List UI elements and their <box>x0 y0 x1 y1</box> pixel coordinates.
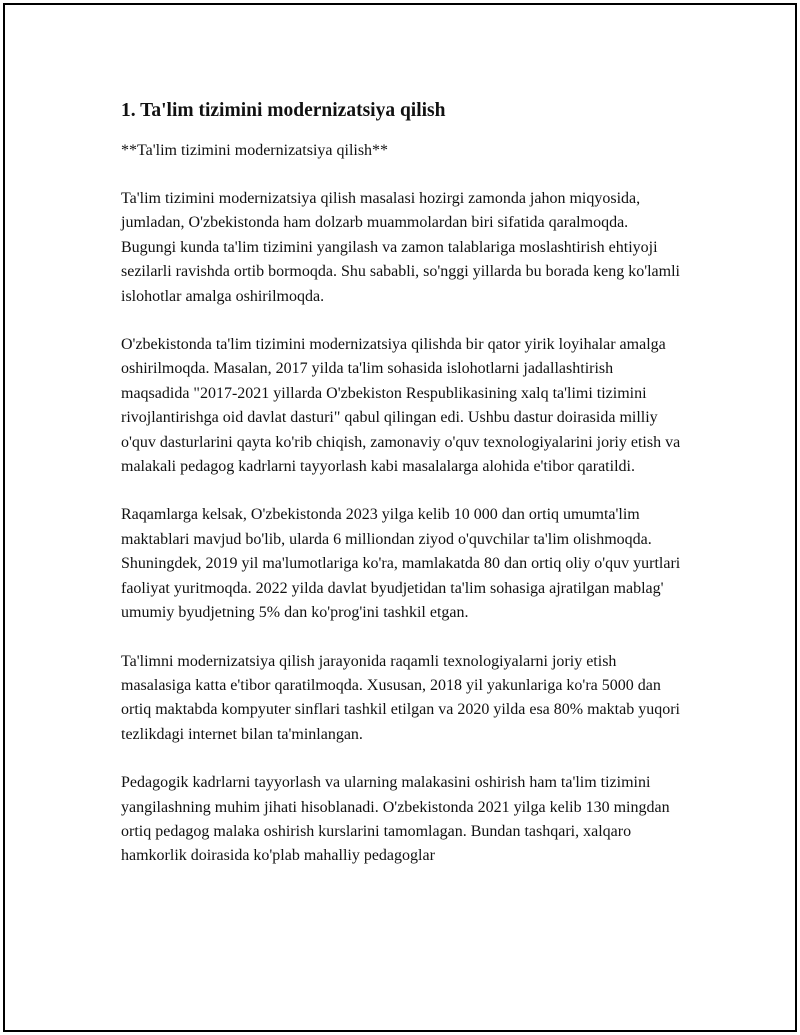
paragraph-1: Ta'lim tizimini modernizatsiya qilish masalasi hozirgi zamonda jahon miqyosida, jumladan, O'zbekistonda ham dolzarb muammolardan biri sifatida qaralmoqda. Bugungi kunda ta'lim tizimini yangilash va zamon talablariga moslashtirish ehtiyoji sezilarli ravishda ortib bormoqda. Shu sababli, so'nggi yillarda bu borada keng ko'lamli islohotlar amalga oshirilmoqda. <box>121 190 680 305</box>
section-subtitle: **Ta'lim tizimini modernizatsiya qilish** <box>121 142 389 159</box>
paragraph-3: Raqamlarga kelsak, O'zbekistonda 2023 yilga kelib 10 000 dan ortiq umumta'lim maktablari mavjud bo'lib, ularda 6 milliondan ziyod o'quvchilar ta'lim olishmoqda. Shuningdek, 2019 yil ma'lumotlariga ko'ra, mamlakatda 80 dan ortiq oliy o'quv yurtlari faoliyat yuritmoqda. 2022 yilda davlat byudjetidan ta'lim sohasiga ajratilgan mablag' umumiy byudjetning 5% dan ko'prog'ini tashkil etgan. <box>121 506 681 622</box>
section-heading: 1. Ta'lim tizimini modernizatsiya qilish <box>121 100 446 121</box>
paragraph-5: Pedagogik kadrlarni tayyorlash va ularning malakasini oshirish ham ta'lim tizimini yangilashning muhim jihati hisoblanadi. O'zbekistonda 2021 yilga kelib 130 mingdan ortiq pedagog malaka oshirish kurslarini tamomlagan. Bundan tashqari, xalqaro hamkorlik doirasida ko'plab mahalliy pedagoglar <box>121 774 670 865</box>
document-content <box>121 97 681 893</box>
paragraph-4: Ta'limni modernizatsiya qilish jarayonida raqamli texnologiyalarni joriy etish masalasiga katta e'tibor qaratilmoqda. Xususan, 2018 yil yakunlariga ko'ra 5000 dan ortiq maktabda kompyuter sinflari tashkil etilgan va 2020 yilda esa 80% maktab yuqori tezlikdagi internet bilan ta'minlangan. <box>121 652 680 743</box>
paragraph-2: O'zbekistonda ta'lim tizimini modernizatsiya qilishda bir qator yirik loyihalar amalga oshirilmoqda. Masalan, 2017 yilda ta'lim sohasida islohotlarni jadallashtirish maqsadida "2017-2021 yillarda O'zbekiston Respublikasining xalq ta'limi tizimini rivojlantirishga oid davlat dasturi" qabul qilingan edi. Ushbu dastur doirasida milliy o'quv dasturlarini qayta ko'rib chiqish, zamonaviy o'quv texnologiyalarini joriy etish va malakali pedagog kadrlarni tayyorlash kabi masalalarga alohida e'tibor qaratildi. <box>121 336 681 476</box>
document-page <box>3 3 797 1032</box>
